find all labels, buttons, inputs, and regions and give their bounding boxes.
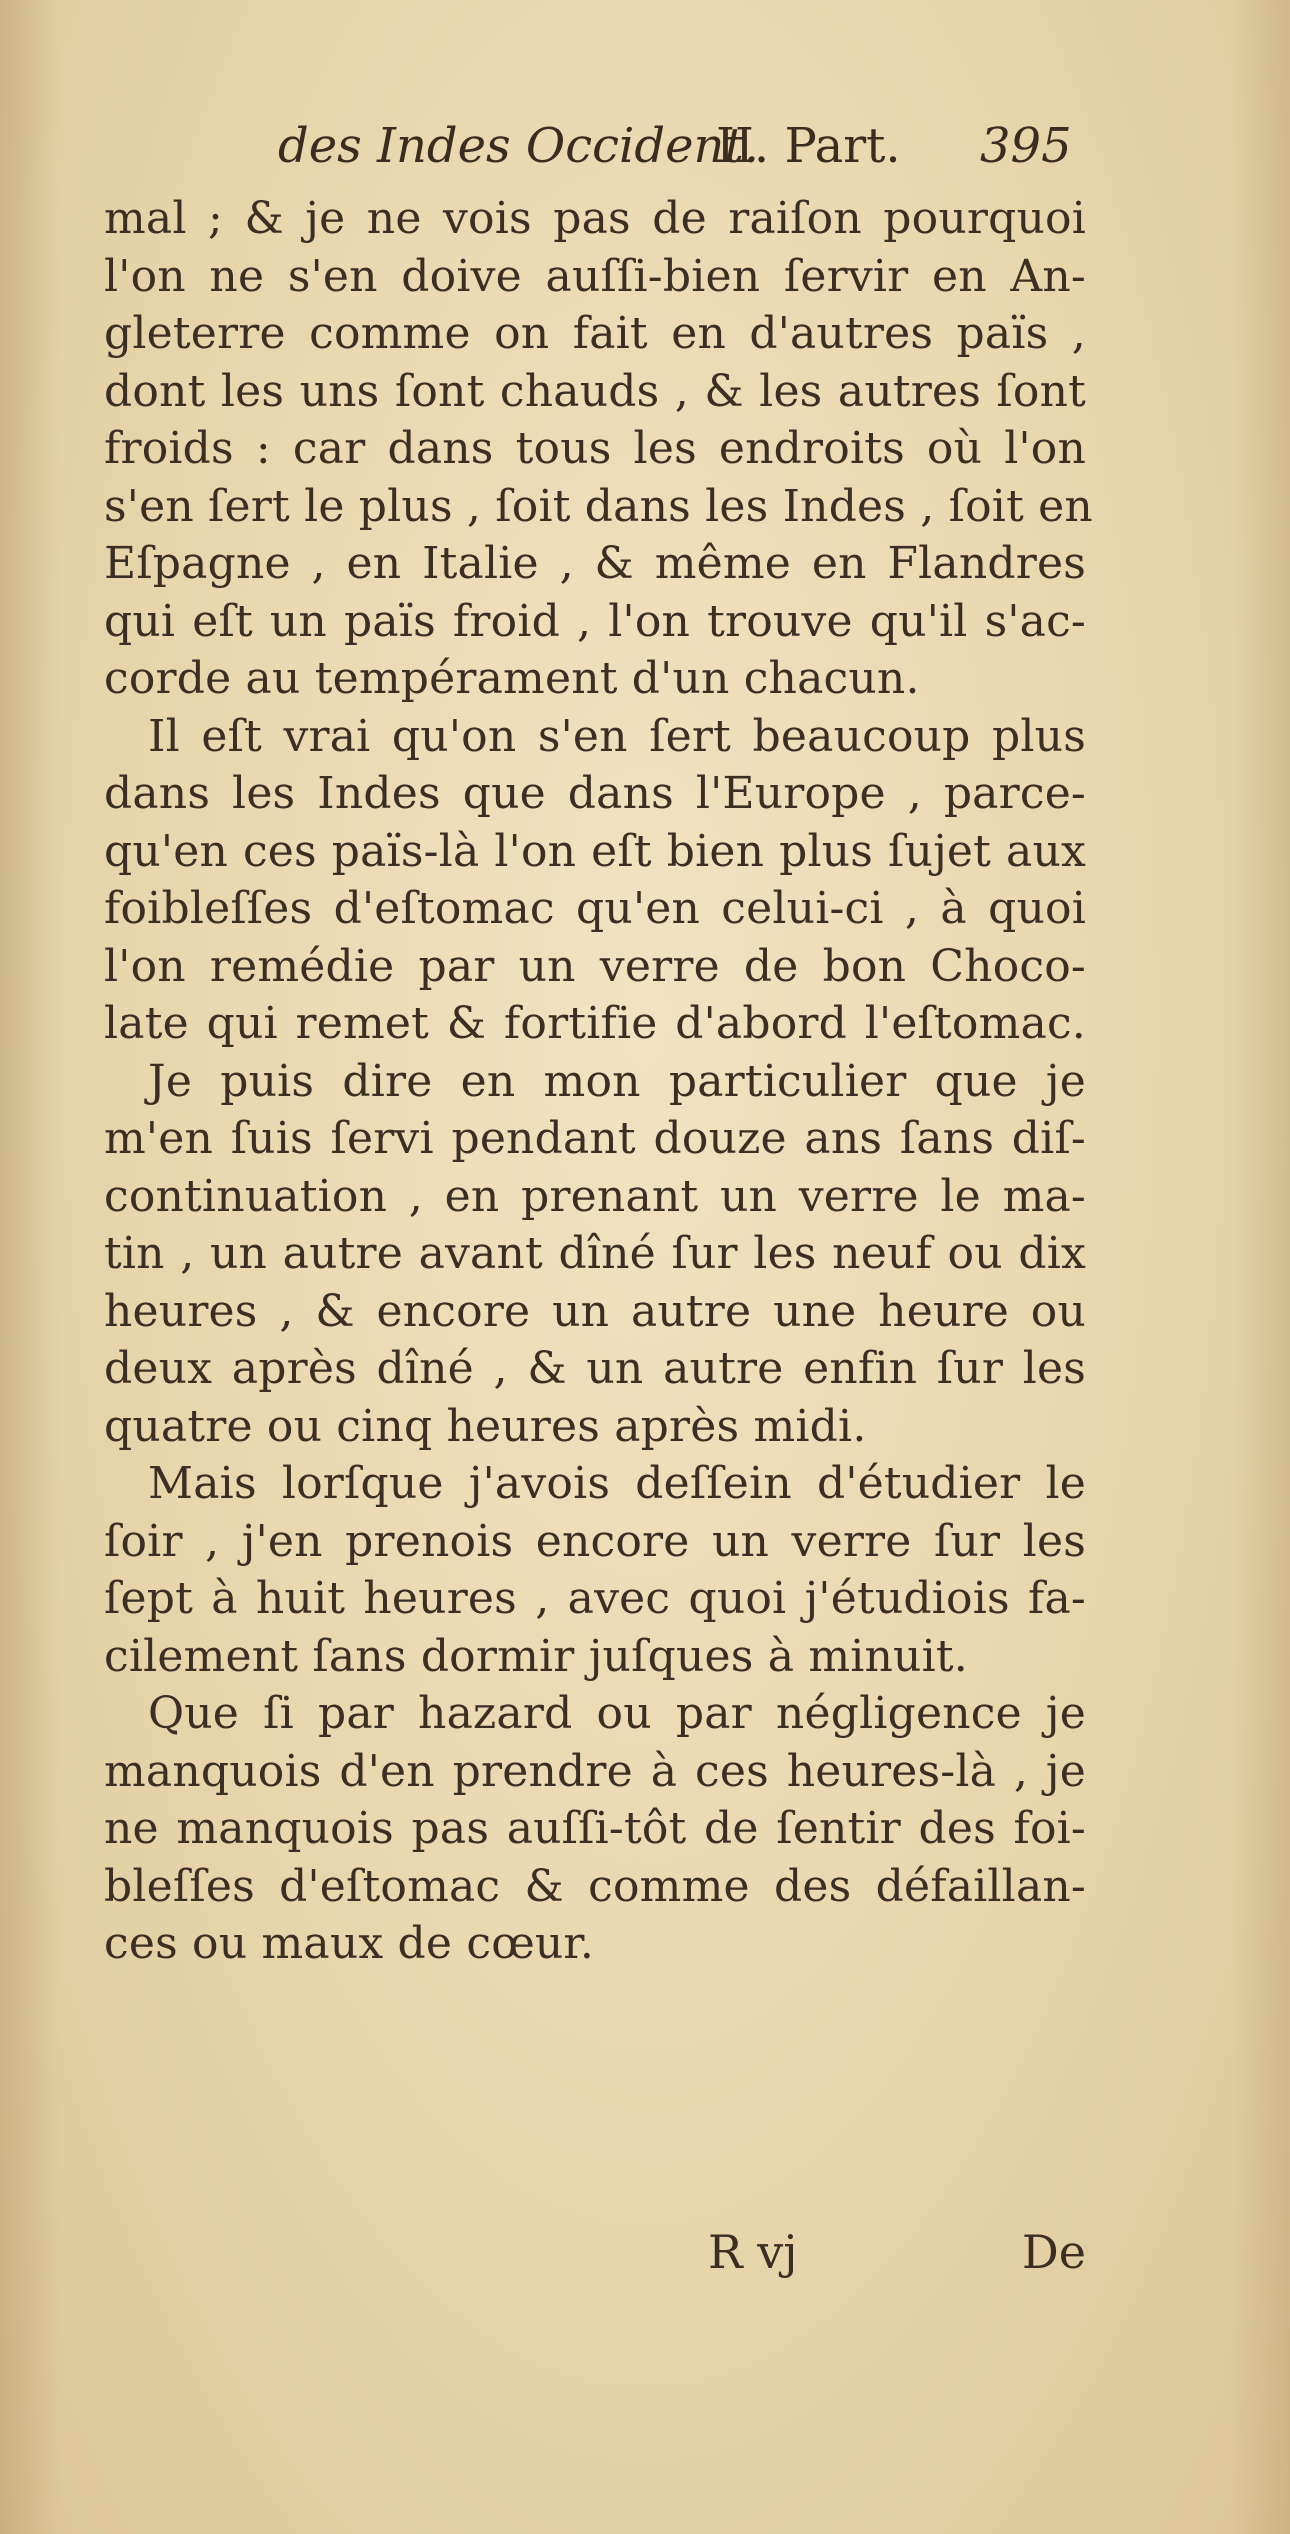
paragraph-start-line: Il eſt vrai qu'on s'en ſert beaucoup plus xyxy=(148,710,1086,762)
text-line: Eſpagne , en Italie , & même en Flandres xyxy=(104,538,1086,589)
text-line: ſoir , j'en prenois encore un verre ſur les xyxy=(104,1515,1086,1567)
text-line: ne manquois pas auſſi-tôt de ſentir des foi- xyxy=(104,1803,1086,1854)
page-edge-shadow xyxy=(1230,0,1290,2534)
text-line: dont les uns ſont chauds , & les autres ſont xyxy=(104,365,1086,417)
text-line: l'on ne s'en doive auſſi-bien ſervir en An- xyxy=(104,250,1086,302)
text-line: ſept à huit heures , avec quoi j'étudiois fa- xyxy=(104,1573,1086,1624)
text-line: bleſſes d'eſtomac & comme des défaillan- xyxy=(104,1860,1086,1912)
text-line: froids : car dans tous les endroits où l'on xyxy=(104,423,1086,474)
signature-mark: R vj xyxy=(708,2225,798,2279)
catchword: De xyxy=(1021,2225,1086,2279)
text-line: dans les Indes que dans l'Europe , parce- xyxy=(104,768,1086,819)
running-head: des Indes Occident. xyxy=(278,118,759,174)
paragraph-end-line: corde au tempérament d'un chacun. xyxy=(104,653,920,704)
paragraph-start-line: Mais lorſque j'avois deſſein d'étudier le xyxy=(148,1458,1086,1509)
text-line: mal ; & je ne vois pas de raiſon pourquoi xyxy=(104,193,1086,244)
part-label: II. Part. xyxy=(716,118,901,174)
text-line: foibleſſes d'eſtomac qu'en celui-ci , à quoi xyxy=(104,883,1086,934)
paragraph-start-line: Je puis dire en mon particulier que je xyxy=(148,1055,1086,1107)
text-line: manquois d'en prendre à ces heures-là , je xyxy=(104,1745,1086,1797)
paragraph-start-line: Que ſi par hazard ou par négligence je xyxy=(148,1688,1086,1739)
page-header xyxy=(278,118,1098,188)
text-line: qu'en ces païs-là l'on eſt bien plus ſujet aux xyxy=(104,825,1086,877)
text-line: heures , & encore un autre une heure ou xyxy=(104,1285,1086,1337)
page-footer xyxy=(104,2225,1086,2295)
text-line: m'en ſuis ſervi pendant douze ans ſans diſ- xyxy=(104,1113,1086,1164)
text-line: late qui remet & fortifie d'abord l'eſtomac. xyxy=(104,998,1086,1049)
paragraph-end-line: quatre ou cinq heures après midi. xyxy=(104,1400,867,1452)
body-text xyxy=(104,190,1093,1973)
text-line: deux après dîné , & un autre enfin ſur les xyxy=(104,1343,1086,1394)
text-line: gleterre comme on fait en d'autres païs , xyxy=(104,308,1086,359)
text-line: continuation , en prenant un verre le ma- xyxy=(104,1170,1086,1222)
paragraph-end-line: ces ou maux de cœur. xyxy=(104,1918,595,1969)
text-line: s'en ſert le plus , ſoit dans les Indes , ſoit en xyxy=(104,480,1093,532)
text-line: qui eſt un païs froid , l'on trouve qu'il s'ac- xyxy=(104,595,1086,647)
paragraph-end-line: cilement ſans dormir juſques à minuit. xyxy=(104,1630,968,1682)
text-line: tin , un autre avant dîné ſur les neuf ou dix xyxy=(104,1228,1086,1279)
page-gutter-shadow xyxy=(0,0,60,2534)
page-number: 395 xyxy=(980,118,1072,174)
text-line: l'on remédie par un verre de bon Choco- xyxy=(104,940,1086,992)
